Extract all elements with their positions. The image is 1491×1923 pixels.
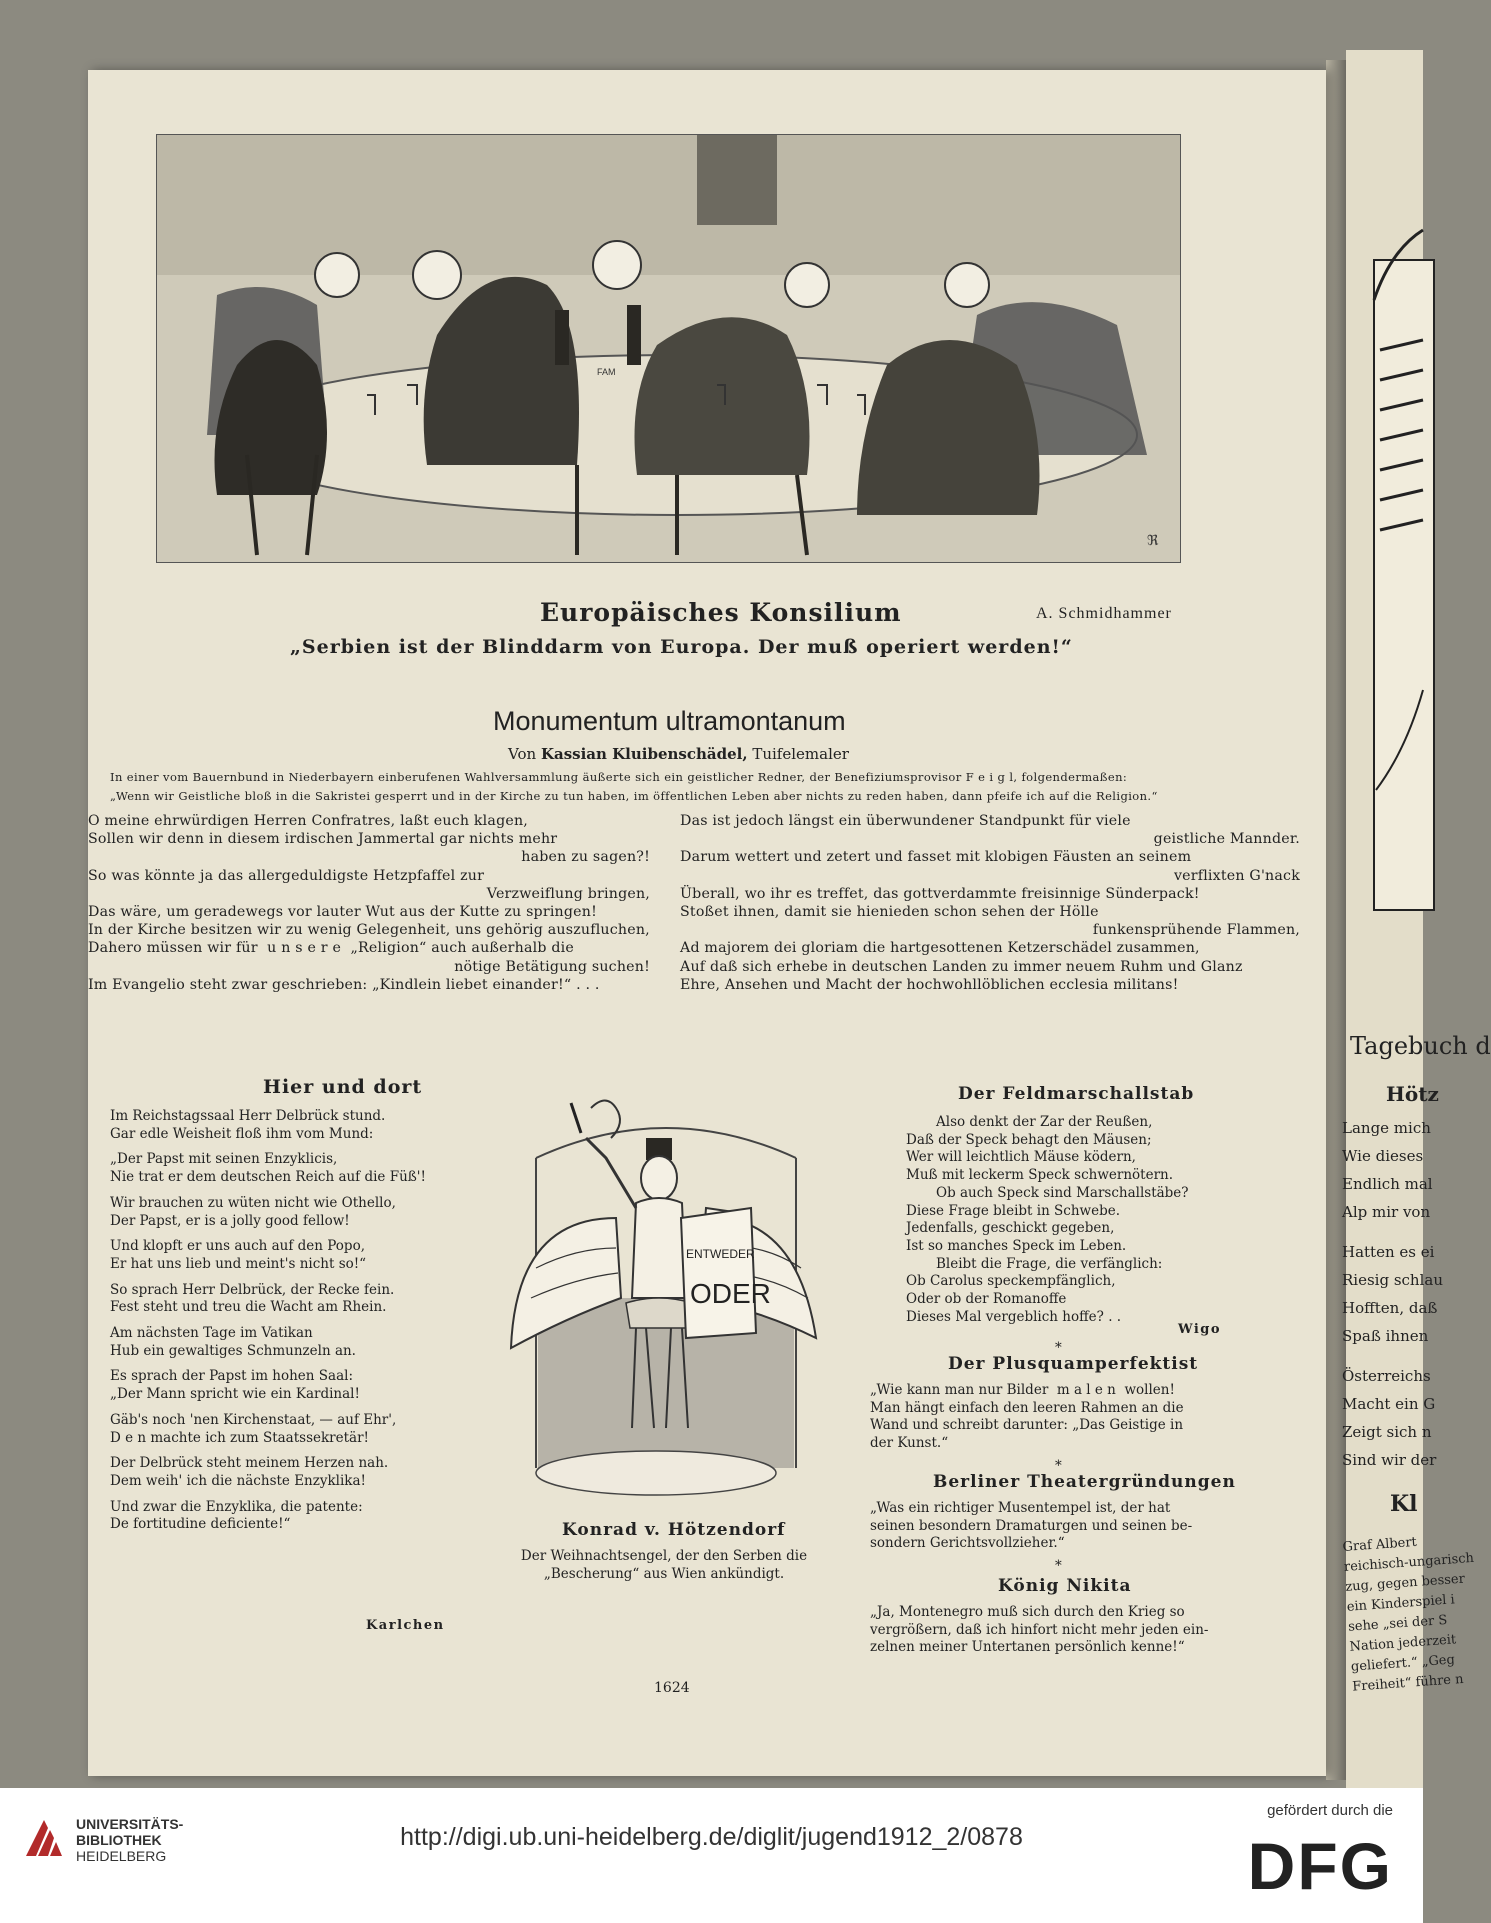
next-page-line: Alp mir von: [1342, 1203, 1431, 1221]
caption-line: Der Weihnachtsengel, der den Serben die: [520, 1548, 808, 1564]
viewer-footer: [0, 1788, 1423, 1923]
hoetzendorf-caption: [488, 1548, 840, 1583]
poem-line: Gäb's noch 'nen Kirchenstaat, — auf Ehr',: [110, 1411, 397, 1428]
article-line: Überall, wo ihr es treffet, das gottverdammte freisinnige Sünderpack!: [680, 885, 1200, 902]
text-line: „Wie kann man nur Bilder m a l e n wollen!: [870, 1382, 1175, 1398]
next-page-lines-2: [1342, 1529, 1483, 1698]
poem-line: Oder ob der Romanoffe: [906, 1291, 1067, 1308]
nikita-title: König Nikita: [998, 1576, 1132, 1596]
next-page-line: geliefert.“ „Geg: [1350, 1652, 1456, 1675]
separator-3: *: [1055, 1558, 1062, 1574]
poem-line: Und zwar die Enzyklika, die patente:: [110, 1498, 363, 1515]
artist-monogram: ℜ: [1147, 533, 1159, 549]
article-line: O meine ehrwürdigen Herren Confratres, laßt euch klagen,: [88, 813, 529, 829]
poem-line: Ob auch Speck sind Marschallstäbe?: [936, 1184, 1189, 1201]
text-line: „Ja, Montenegro muß sich durch den Krieg so: [870, 1604, 1185, 1620]
intro-line: „Wenn wir Geistliche bloß in die Sakristei gesperrt und in der Kirche zu tun haben, im öffentlichen Leben aber nichts zu reden haben, dann pfeife ich auf die Religion.“: [110, 789, 1158, 803]
hier-und-dort-title: Hier und dort: [263, 1076, 423, 1098]
text-line: „Was ein richtiger Musentempel ist, der hat: [870, 1500, 1171, 1516]
next-page-line: Spaß ihnen: [1342, 1327, 1429, 1345]
byline-prefix: Von: [508, 745, 537, 763]
article-line: Verzweiflung bringen,: [486, 885, 650, 902]
dfg-logo: DFG: [1247, 1829, 1393, 1903]
poem-line: [110, 1274, 490, 1282]
poem-line: D e n machte ich zum Staatssekretär!: [110, 1429, 369, 1446]
poem-line: [110, 1447, 490, 1455]
next-page-line: reichisch-ungarisch: [1343, 1550, 1475, 1575]
text-line: Man hängt einfach den leeren Rahmen an die: [870, 1399, 1184, 1416]
theatergruendungen-text: [870, 1500, 1300, 1553]
separator-2: *: [1055, 1458, 1062, 1474]
next-page-strip: [1342, 50, 1491, 1790]
text-line: sondern Gerichtsvollzieher.“: [870, 1535, 1065, 1552]
hoetzendorf-title: Konrad v. Hötzendorf: [562, 1520, 786, 1540]
next-page-line: Graf Albert: [1342, 1534, 1418, 1555]
next-page-line: Endlich mal: [1342, 1175, 1433, 1193]
poem-line: Bleibt die Frage, die verfänglich:: [936, 1255, 1163, 1272]
hoetzendorf-cartoon: [496, 1098, 832, 1498]
article-line: haben zu sagen?!: [521, 849, 650, 866]
article-line: verflixten G'nack: [1173, 867, 1300, 884]
next-page-line: Hatten es ei: [1342, 1243, 1435, 1261]
article-byline: [508, 745, 849, 763]
sponsor-caption: gefördert durch die: [1267, 1802, 1393, 1819]
next-page-heading: Tagebuch d: [1350, 1032, 1491, 1060]
feldmarschallstab-title: Der Feldmarschallstab: [958, 1084, 1195, 1104]
article-line: Dahero müssen wir für u n s e r e „Religion“ auch außerhalb die: [88, 940, 575, 957]
poem-line: Dieses Mal vergeblich hoffe? . .: [906, 1308, 1122, 1325]
text-line: vergrößern, daß ich hinfort nicht mehr jeden ein-: [870, 1621, 1209, 1638]
poem-line: Der Delbrück steht meinem Herzen nah.: [110, 1455, 389, 1472]
next-page-line: [1342, 1226, 1443, 1238]
page-url[interactable]: http://digi.ub.uni-heidelberg.de/diglit/jugend1912_2/0878: [400, 1823, 1023, 1851]
poem-line: Gar edle Weisheit floß ihm vom Mund:: [110, 1125, 374, 1142]
poem-line: Also denkt der Zar der Reußen,: [936, 1114, 1153, 1130]
poem-line: Ist so manches Speck im Leben.: [906, 1237, 1127, 1254]
next-page-line: Zeigt sich n: [1342, 1423, 1432, 1441]
poem-line: [110, 1187, 490, 1195]
banner-oder: ODER: [690, 1278, 771, 1309]
next-page-line: Riesig schlau: [1342, 1271, 1443, 1289]
article-line: Das wäre, um geradewegs vor lauter Wut aus der Kutte zu springen!: [88, 904, 598, 921]
poem-line: Hub ein gewaltiges Schmunzeln an.: [110, 1342, 356, 1359]
text-line: der Kunst.“: [870, 1435, 949, 1452]
next-page-line: [1342, 1350, 1443, 1362]
article-line: So was könnte ja das allergeduldigste Hetzpfaffel zur: [88, 867, 485, 884]
poem-line: So sprach Herr Delbrück, der Recke fein.: [110, 1281, 395, 1298]
hier-und-dort-poem: [110, 1108, 490, 1534]
feldmarschallstab-signature: Wigo: [1178, 1322, 1222, 1337]
next-page-lines: [1342, 1114, 1443, 1474]
poem-line: Ob Carolus speckempfänglich,: [906, 1273, 1116, 1290]
poem-line: Muß mit leckerm Speck schwernötern.: [906, 1167, 1174, 1184]
plusquamperfektist-title: Der Plusquamperfektist: [948, 1354, 1199, 1374]
poem-line: De fortitudine deficiente!“: [110, 1516, 291, 1533]
europaeisches-konsilium-illustration: [156, 134, 1181, 563]
next-page-second-heading: Kl: [1390, 1491, 1418, 1517]
illustration-title: Europäisches Konsilium: [540, 598, 902, 627]
article-line: Stoßet ihnen, damit sie hienieden schon sehen der Hölle: [680, 904, 1099, 921]
article-line: Darum wettert und zetert und fasset mit klobigen Fäusten an seinem: [680, 849, 1192, 866]
next-page-line: Österreichs: [1342, 1367, 1431, 1385]
poem-line: „Der Mann spricht wie ein Kardinal!: [110, 1386, 360, 1403]
article-line: Das ist jedoch längst ein überwundener Standpunkt für viele: [680, 813, 1131, 829]
article-left-column: [88, 812, 650, 994]
feldmarschallstab-poem: [906, 1114, 1306, 1326]
text-line: Wand und schreibt darunter: „Das Geistige in: [870, 1417, 1184, 1434]
illustration-artist: A. Schmidhammer: [1036, 605, 1172, 622]
article-line: Ehre, Ansehen und Macht der hochwohllöblichen ecclesia militans!: [680, 976, 1179, 993]
poem-line: Dem weih' ich die nächste Enzyklika!: [110, 1472, 366, 1489]
article-intro: [110, 768, 1302, 806]
article-line: In der Kirche besitzen wir zu wenig Gelegenheit, uns gehörig auszufluchen,: [88, 922, 650, 939]
poem-line: [110, 1317, 490, 1325]
caption-line: „Bescherung“ aus Wien ankündigt.: [543, 1565, 785, 1582]
next-page-subheading: Hötz: [1386, 1082, 1439, 1106]
poem-line: [110, 1491, 490, 1499]
text-line: seinen besondern Dramaturgen und seinen be-: [870, 1517, 1193, 1534]
poem-line: Fest steht und treu die Wacht am Rhein.: [110, 1299, 387, 1316]
university-name-line-2: BIBLIOTHEK: [76, 1832, 162, 1848]
poem-line: Und klopft er uns auch auf den Popo,: [110, 1238, 365, 1255]
magazine-page: [88, 70, 1326, 1776]
separator-1: *: [1055, 1340, 1062, 1356]
next-page-line: Wie dieses: [1342, 1147, 1424, 1165]
byline-role: Tuifelemaler: [752, 745, 849, 763]
poem-line: Am nächsten Tage im Vatikan: [110, 1325, 313, 1342]
poem-line: Er hat uns lieb und meint's nicht so!“: [110, 1255, 367, 1272]
article-line: Im Evangelio steht zwar geschrieben: „Kindlein liebet einander!“ . . .: [88, 976, 600, 993]
intro-line: In einer vom Bauernbund in Niederbayern einberufenen Wahlversammlung äußerte sich ein geistlicher Redner, der Benefiziumsprovisor F e i g l, folgendermaßen:: [110, 770, 1128, 784]
bottle-label: FAM: [597, 367, 616, 377]
plusquamperfektist-text: [870, 1382, 1300, 1453]
poem-line: Jedenfalls, geschickt gegeben,: [906, 1220, 1115, 1237]
next-page-line: zug, gegen besser: [1344, 1571, 1466, 1595]
poem-line: [110, 1143, 490, 1151]
university-name-line-1: UNIVERSITÄTS-: [76, 1816, 184, 1832]
poem-line: Diese Frage bleibt in Schwebe.: [906, 1202, 1121, 1219]
poem-line: [110, 1360, 490, 1368]
banner-entweder: ENTWEDER: [686, 1247, 755, 1261]
poem-line: Nie trat er dem deutschen Reich auf die Füß'!: [110, 1169, 426, 1186]
theatergruendungen-title: Berliner Theatergründungen: [933, 1472, 1236, 1492]
article-line: Auf daß sich erhebe in deutschen Landen zu immer neuem Ruhm und Glanz: [680, 958, 1243, 975]
next-page-line: sehe „sei der S: [1347, 1612, 1448, 1635]
poem-line: Im Reichstagssaal Herr Delbrück stund.: [110, 1108, 386, 1124]
next-page-line: Lange mich: [1342, 1119, 1431, 1137]
poem-line: Der Papst, er is a jolly good fellow!: [110, 1212, 350, 1229]
article-line: Sollen wir denn in diesem irdischen Jammertal gar nichts mehr: [88, 831, 558, 848]
poem-line: Es sprach der Papst im hohen Saal:: [110, 1368, 353, 1385]
poem-line: Wer will leichtlich Mäuse ködern,: [906, 1149, 1136, 1166]
next-page-line: Sind wir der: [1342, 1451, 1437, 1469]
poem-line: [110, 1230, 490, 1238]
next-page-line: Macht ein G: [1342, 1395, 1436, 1413]
next-page-line: Freiheit“ führe n: [1351, 1671, 1464, 1695]
article-line: funkensprühende Flammen,: [1092, 922, 1300, 939]
university-name-line-3: HEIDELBERG: [76, 1848, 167, 1864]
next-page-illustration: [1346, 190, 1423, 950]
article-title: Monumentum ultramontanum: [493, 706, 846, 736]
article-right-column: [680, 812, 1300, 994]
poem-line: „Der Papst mit seinen Enzyklicis,: [110, 1151, 338, 1168]
next-page-line: ein Kinderspiel i: [1346, 1592, 1456, 1615]
poem-line: [110, 1404, 490, 1412]
poem-line: Wir brauchen zu wüten nicht wie Othello,: [110, 1194, 396, 1211]
next-page-line: Nation jederzeit: [1349, 1632, 1457, 1655]
next-page-line: Hofften, daß: [1342, 1299, 1438, 1317]
page-number: 1624: [654, 1680, 690, 1696]
illustration-caption: „Serbien ist der Blinddarm von Europa. Der muß operiert werden!“: [290, 636, 1073, 658]
nikita-text: [870, 1604, 1300, 1657]
hier-und-dort-signature: Karlchen: [366, 1618, 445, 1633]
article-line: Ad majorem dei gloriam die hartgesottenen Ketzerschädel zusammen,: [680, 940, 1200, 957]
poem-line: Daß der Speck behagt den Mäusen;: [906, 1131, 1152, 1148]
text-line: zelnen meiner Untertanen persönlich kenne!“: [870, 1639, 1185, 1656]
page-edge: [1326, 60, 1346, 1780]
byline-author: Kassian Kluibenschädel,: [540, 745, 748, 763]
article-line: geistliche Mannder.: [1153, 831, 1300, 848]
article-line: nötige Betätigung suchen!: [454, 958, 650, 975]
